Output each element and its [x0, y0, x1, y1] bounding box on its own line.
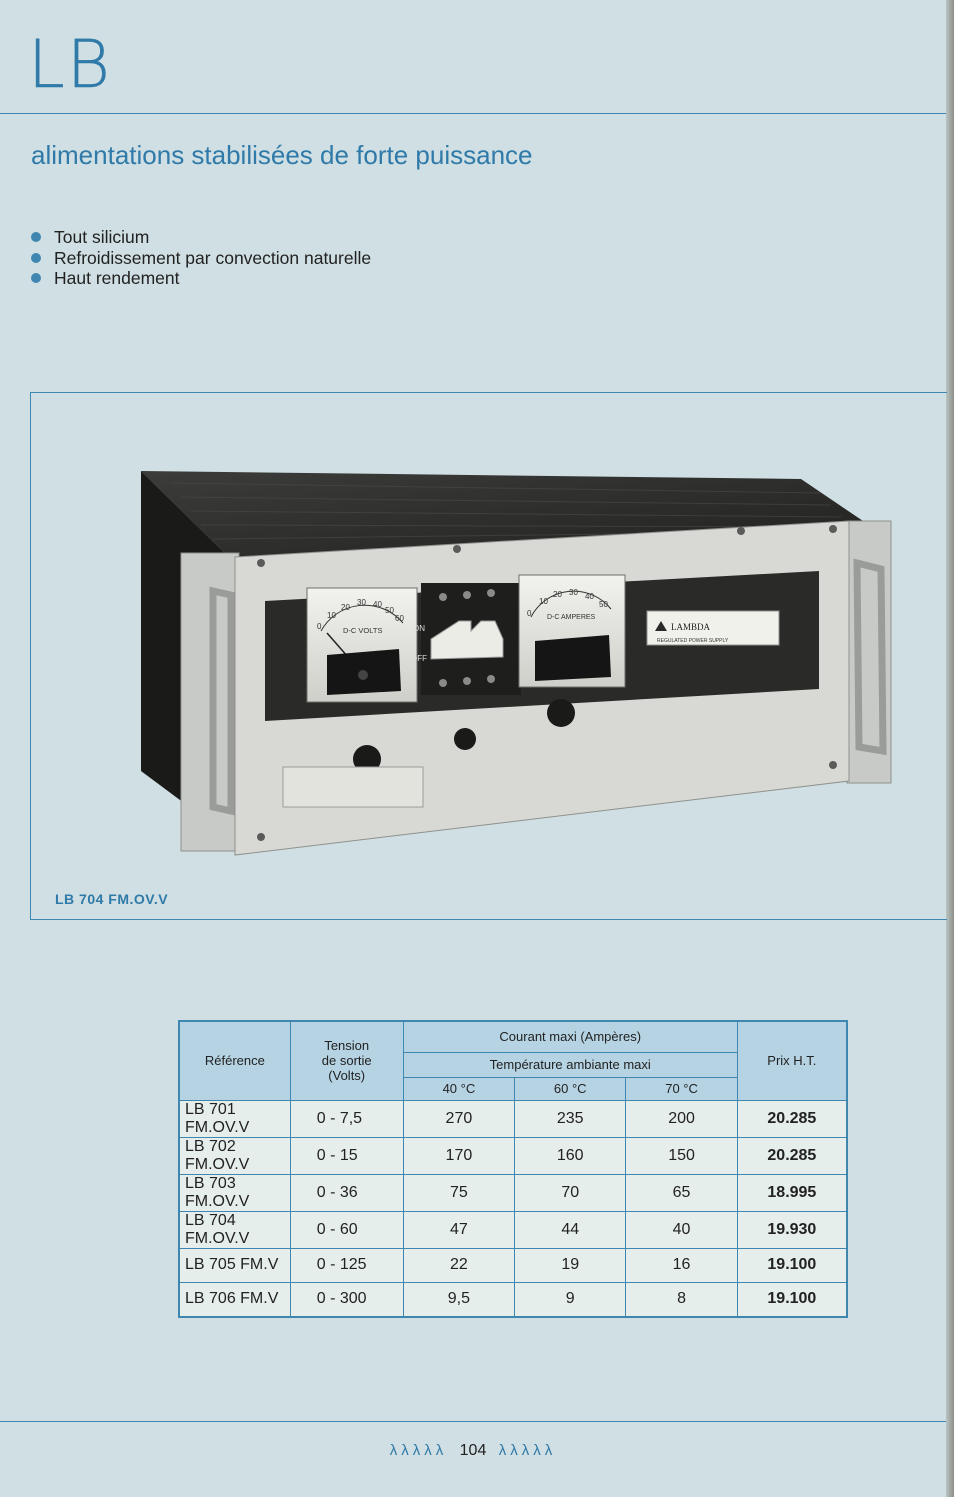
feature-text: Refroidissement par convection naturelle — [54, 247, 372, 268]
series-logo: LB — [28, 26, 112, 103]
brand-name: LAMBDA — [671, 622, 711, 632]
header-tension-line3: (Volts) — [328, 1068, 366, 1084]
ammeter-tick: 40 — [585, 592, 594, 601]
cell-current-70: 200 — [626, 1100, 737, 1137]
cell-voltage: 0 - 15 — [290, 1137, 403, 1174]
cell-voltage: 0 - 36 — [290, 1174, 403, 1211]
voltmeter-tick: 20 — [341, 603, 350, 612]
cell-current-40: 22 — [403, 1248, 514, 1282]
photo-caption: LB 704 FM.OV.V — [55, 891, 169, 907]
cell-current-60: 9 — [515, 1282, 626, 1317]
cell-price: 20.285 — [737, 1137, 847, 1174]
top-rule — [0, 113, 946, 114]
page-footer — [0, 1442, 946, 1460]
feature-item — [30, 248, 371, 269]
cell-current-70: 150 — [626, 1137, 737, 1174]
header-temperature: Température ambiante maxi — [403, 1052, 737, 1077]
cell-reference: LB 706 FM.V — [179, 1282, 290, 1317]
table-row — [179, 1248, 847, 1282]
lambda-ornament-right: λλλλλ — [498, 1442, 557, 1459]
bullet-icon — [31, 273, 41, 283]
switch-on-label: ON — [413, 624, 425, 633]
rating-plate — [283, 767, 423, 807]
table-row — [179, 1211, 847, 1248]
cell-current-40: 47 — [403, 1211, 514, 1248]
header-reference: Référence — [179, 1021, 290, 1100]
cell-current-70: 65 — [626, 1174, 737, 1211]
cell-voltage: 0 - 60 — [290, 1211, 403, 1248]
header-courant: Courant maxi (Ampères) — [403, 1021, 737, 1052]
header-tension-line2: de sortie — [321, 1053, 372, 1069]
lambda-ornament-left: λλλλλ — [389, 1442, 448, 1459]
cell-current-40: 75 — [403, 1174, 514, 1211]
cell-reference: LB 705 FM.V — [179, 1248, 290, 1282]
cell-reference: LB 702 FM.OV.V — [179, 1137, 290, 1174]
voltmeter-tick: 50 — [385, 606, 394, 615]
feature-item — [30, 227, 371, 248]
page-number: 104 — [459, 1442, 487, 1459]
cell-voltage: 0 - 7,5 — [290, 1100, 403, 1137]
ammeter-tick: 10 — [539, 597, 548, 606]
header-prix: Prix H.T. — [737, 1021, 847, 1100]
header-t60: 60 °C — [515, 1077, 626, 1100]
table-row — [179, 1282, 847, 1317]
table-row — [179, 1100, 847, 1137]
feature-item — [30, 268, 371, 289]
ammeter-tick: 30 — [569, 588, 578, 597]
voltmeter-tick: 40 — [373, 600, 382, 609]
bullet-icon — [31, 232, 41, 242]
voltmeter-tick: 60 — [395, 614, 404, 623]
cell-current-60: 19 — [515, 1248, 626, 1282]
header-t70: 70 °C — [626, 1077, 737, 1100]
product-photo-frame — [30, 392, 947, 920]
cell-reference: LB 701 FM.OV.V — [179, 1100, 290, 1137]
ammeter-label: D-C AMPERES — [547, 614, 596, 621]
switch-off-label: OFF — [411, 654, 427, 663]
cell-current-40: 170 — [403, 1137, 514, 1174]
fuse-holder[interactable] — [454, 728, 476, 750]
voltmeter-label: D-C VOLTS — [343, 626, 383, 635]
cell-price: 19.100 — [737, 1248, 847, 1282]
power-supply-image — [131, 471, 931, 881]
header-tension — [290, 1021, 403, 1100]
cell-price: 18.995 — [737, 1174, 847, 1211]
ammeter-tick: 50 — [599, 600, 608, 609]
spec-table — [178, 1020, 848, 1318]
cell-current-60: 44 — [515, 1211, 626, 1248]
cell-current-60: 70 — [515, 1174, 626, 1211]
feature-list — [30, 227, 371, 289]
cell-reference: LB 704 FM.OV.V — [179, 1211, 290, 1248]
cell-current-70: 8 — [626, 1282, 737, 1317]
voltmeter-tick: 10 — [327, 611, 336, 620]
bottom-rule — [0, 1421, 946, 1422]
header-tension-line1: Tension — [324, 1038, 370, 1054]
voltmeter-tick: 30 — [357, 598, 366, 607]
cell-current-60: 160 — [515, 1137, 626, 1174]
cell-price: 19.100 — [737, 1282, 847, 1317]
cell-voltage: 0 - 300 — [290, 1282, 403, 1317]
cell-current-70: 40 — [626, 1211, 737, 1248]
bullet-icon — [31, 253, 41, 263]
cell-current-40: 9,5 — [403, 1282, 514, 1317]
voltmeter-tick: 0 — [317, 622, 322, 631]
feature-text: Haut rendement — [54, 268, 180, 288]
cell-current-60: 235 — [515, 1100, 626, 1137]
table-row — [179, 1137, 847, 1174]
page-subtitle: alimentations stabilisées de forte puissance — [31, 140, 533, 170]
current-knob[interactable] — [547, 699, 575, 727]
cell-current-40: 270 — [403, 1100, 514, 1137]
scan-edge — [946, 0, 954, 1497]
brand-subtitle: REGULATED POWER SUPPLY — [657, 638, 729, 644]
header-t40: 40 °C — [403, 1077, 514, 1100]
ammeter-tick: 0 — [527, 609, 532, 618]
cell-reference: LB 703 FM.OV.V — [179, 1174, 290, 1211]
table-row — [179, 1174, 847, 1211]
cell-price: 20.285 — [737, 1100, 847, 1137]
cell-voltage: 0 - 125 — [290, 1248, 403, 1282]
ammeter-tick: 20 — [553, 590, 562, 599]
feature-text: Tout silicium — [54, 227, 150, 247]
cell-current-70: 16 — [626, 1248, 737, 1282]
cell-price: 19.930 — [737, 1211, 847, 1248]
